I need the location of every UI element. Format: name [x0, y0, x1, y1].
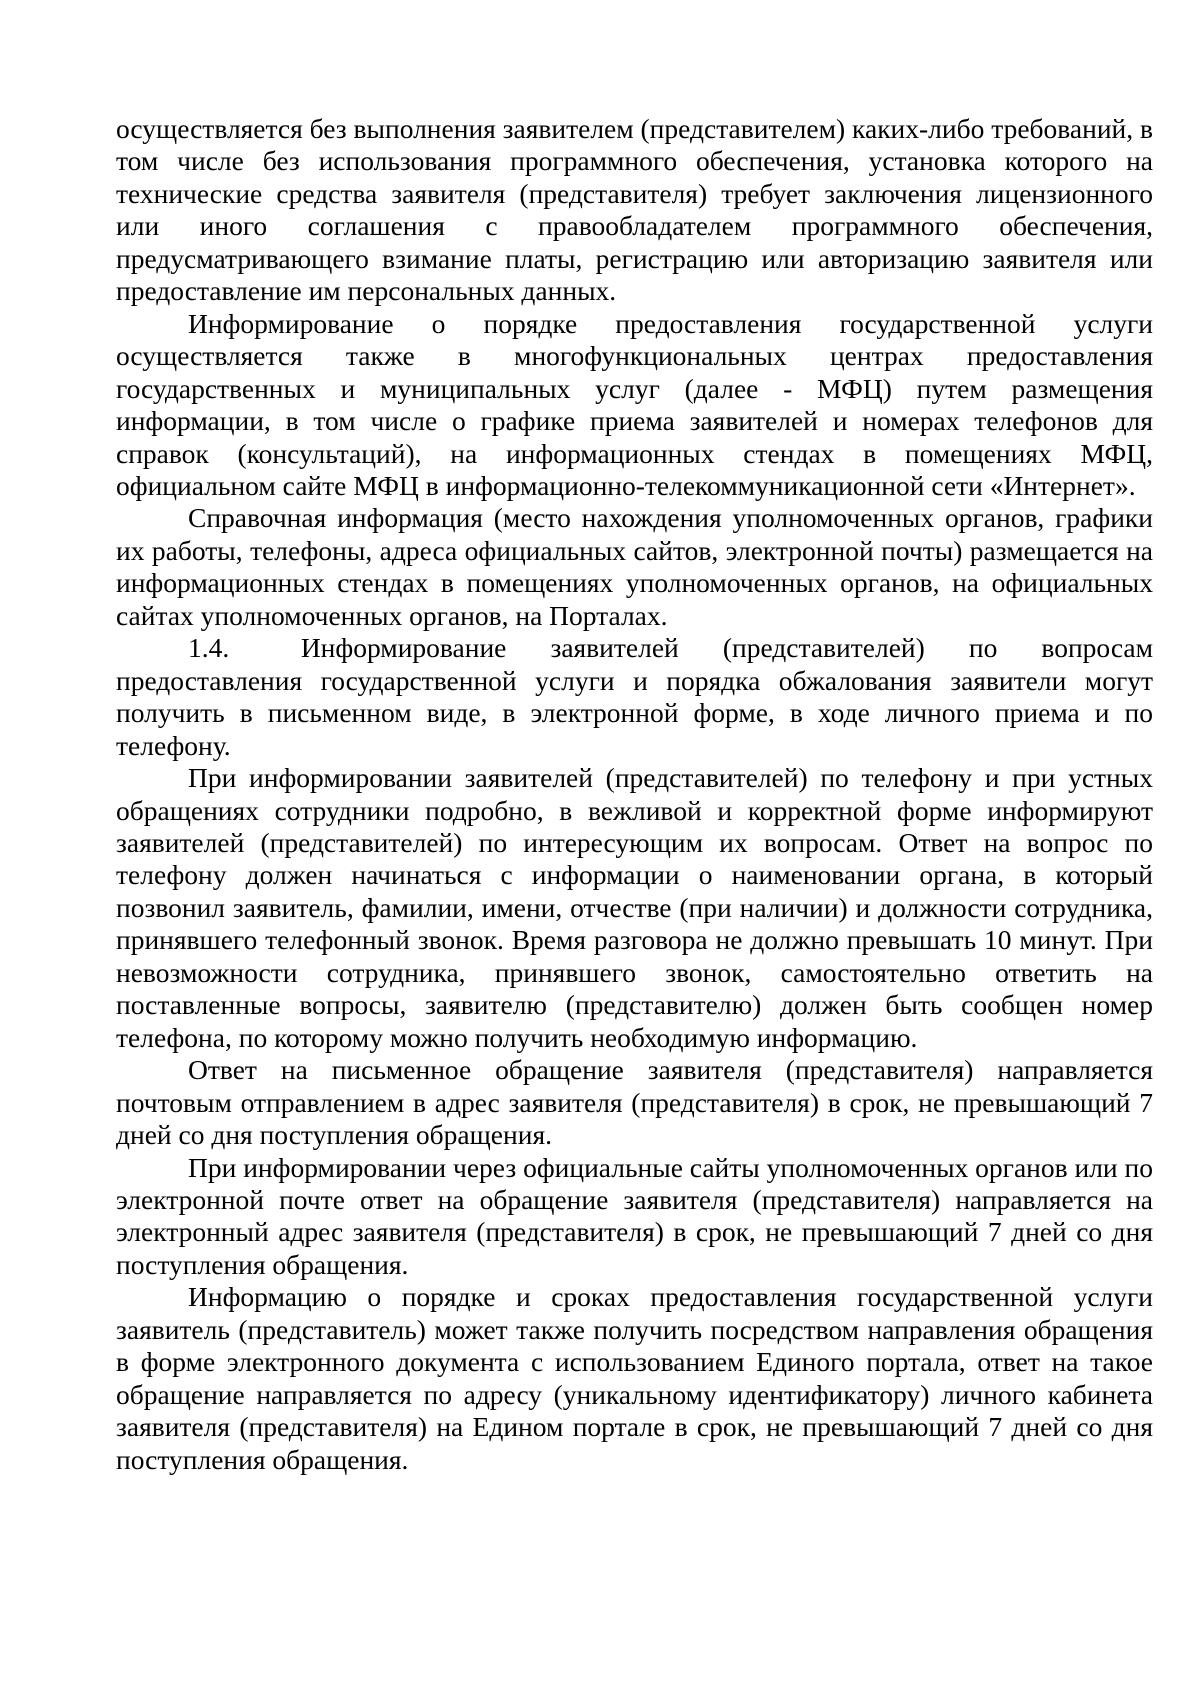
paragraph-unified-portal: Информацию о порядке и сроках предоставления государственной услуги заявитель (представитель) может также получить посредством направления обращения в форме электронного документа с использованием Единого портала, ответ на такое обращение направляется по адресу (уникальному идентификатору) личного кабинета заявителя (представителя) на Едином портале в срок, не превышающий 7 дней со дня поступления обращения.: [116, 1281, 1153, 1475]
paragraph-electronic-response: При информировании через официальные сайты уполномоченных органов или по электронной почте ответ на обращение заявителя (представителя) направляется на электронный адрес заявителя (представителя) в срок, не превышающий 7 дней со дня поступления обращения.: [116, 1151, 1153, 1280]
paragraph-phone-informing: При информировании заявителей (представителей) по телефону и при устных обращениях сотрудники подробно, в вежливой и корректной форме информируют заявителей (представителей) по интересующим их вопросам. Ответ на вопрос по телефону должен начинаться с информации о наименовании органа, в который позвонил заявитель, фамилии, имени, отчестве (при наличии) и должности сотрудника, принявшего телефонный звонок. Время разговора не должно превышать 10 минут. При невозможности сотрудника, принявшего звонок, самостоятельно ответить на поставленные вопросы, заявителю (представителю) должен быть сообщен номер телефона, по которому можно получить необходимую информацию.: [116, 762, 1153, 1053]
paragraph-continuation: осуществляется без выполнения заявителем (представителем) каких-либо требований, в том числе без использования программного обеспечения, установка которого на технические средства заявителя (представителя) требует заключения лицензионного или иного соглашения с правообладателем программного обеспечения, предусматривающего взимание платы, регистрацию или авторизацию заявителя или предоставление им персональных данных.: [116, 113, 1153, 307]
paragraph-reference-info: Справочная информация (место нахождения уполномоченных органов, графики их работы, телефоны, адреса официальных сайтов, электронной почты) размещается на информационных стендах в помещениях уполномоченных органов, на официальных сайтах уполномоченных органов, на Порталах.: [116, 502, 1153, 631]
document-body: [116, 113, 1153, 1476]
paragraph-mfc-informing: Информирование о порядке предоставления государственной услуги осуществляется также в многофункциональных центрах предоставления государственных и муниципальных услуг (далее - МФЦ) путем размещения информации, в том числе о графике приема заявителей и номерах телефонов для справок (консультаций), на информационных стендах в помещениях МФЦ, официальном сайте МФЦ в информационно-телекоммуникационной сети «Интернет».: [116, 307, 1153, 501]
paragraph-section-1-4: 1.4. Информирование заявителей (представителей) по вопросам предоставления государственной услуги и порядка обжалования заявители могут получить в письменном виде, в электронной форме, в ходе личного приема и по телефону.: [116, 632, 1153, 761]
paragraph-written-response: Ответ на письменное обращение заявителя (представителя) направляется почтовым отправлением в адрес заявителя (представителя) в срок, не превышающий 7 дней со дня поступления обращения.: [116, 1054, 1153, 1151]
